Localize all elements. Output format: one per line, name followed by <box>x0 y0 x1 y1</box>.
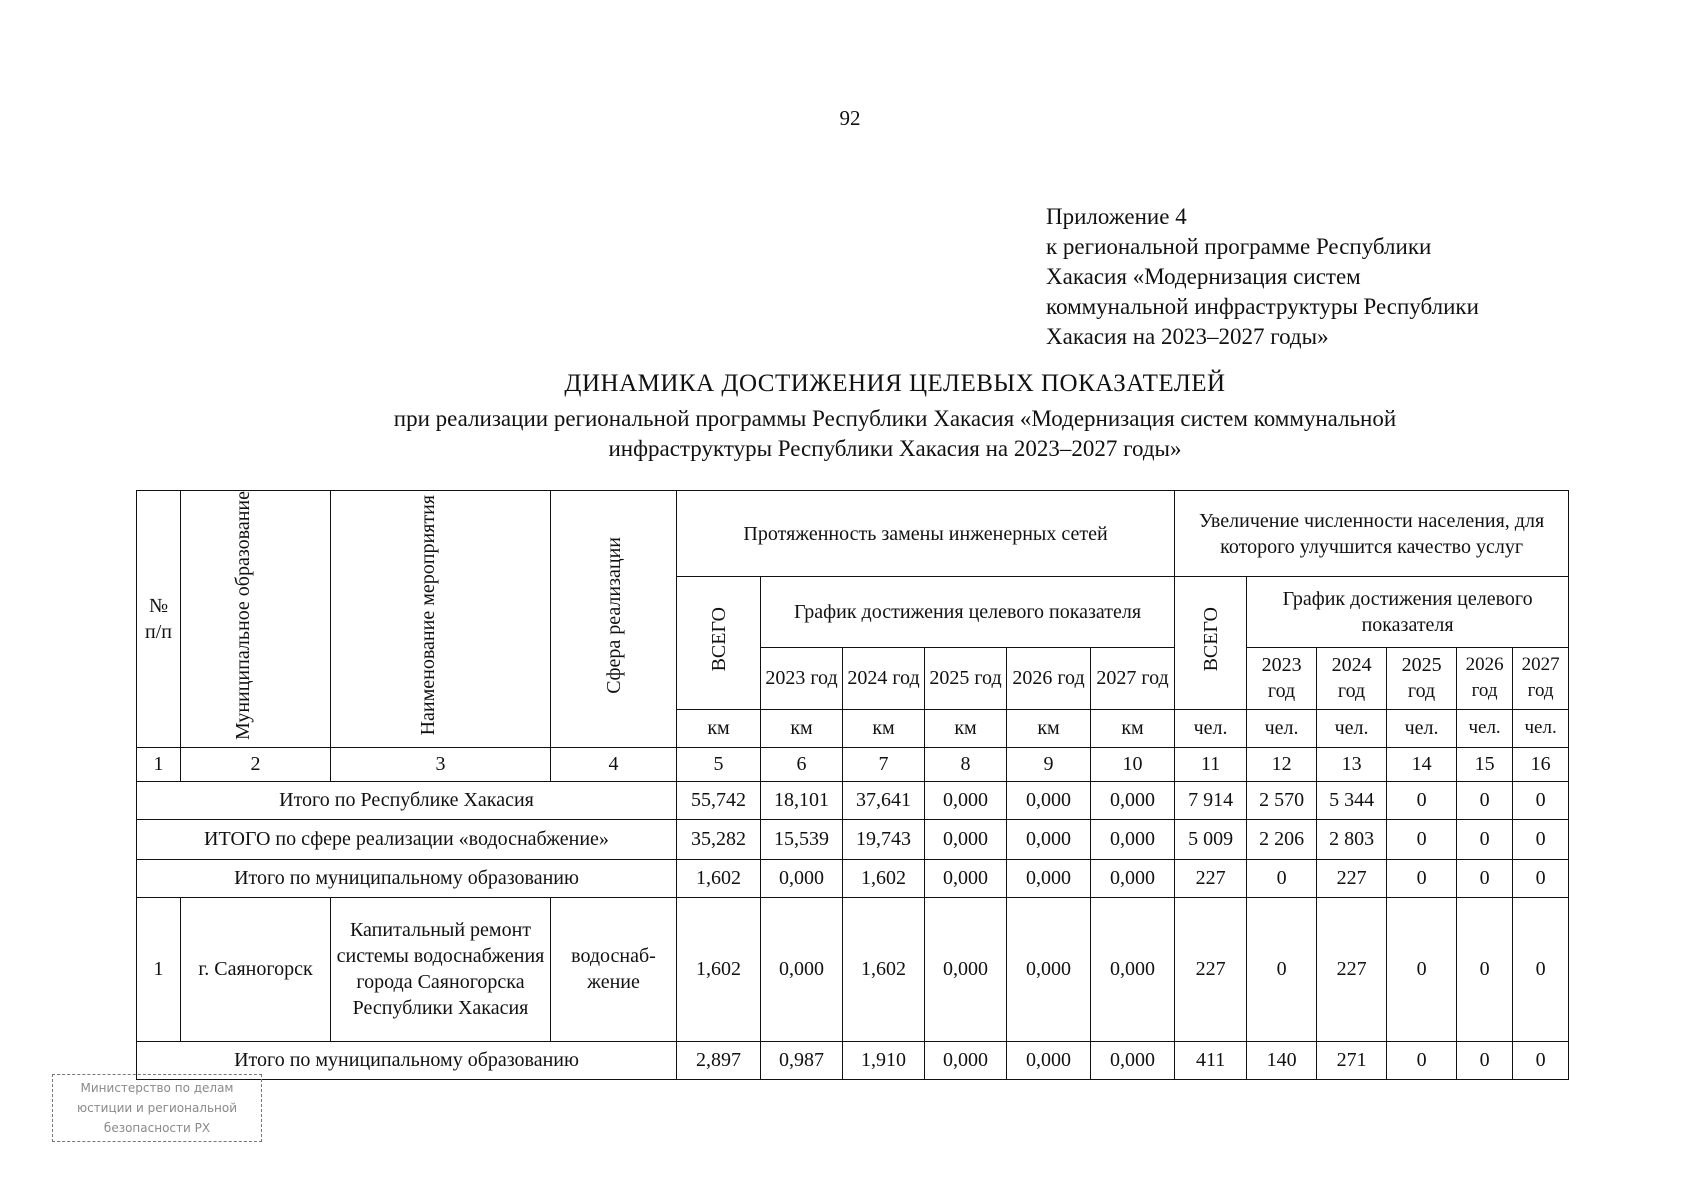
value-cell: 0 <box>1387 819 1457 859</box>
header-year: 2023 год <box>1247 647 1317 709</box>
value-cell: 1,910 <box>843 1041 925 1079</box>
stamp-line: Министерство по делам <box>80 1081 234 1095</box>
value-cell: 0,000 <box>1091 781 1175 819</box>
value-cell: 1,602 <box>843 897 925 1041</box>
detail-measure: Капитальный ремонт системы водоснабжения города Саяногорска Республики Хакасия <box>331 897 551 1041</box>
value-cell: 2,897 <box>677 1041 761 1079</box>
subtitle-line: при реализации региональной программы Республики Хакасия «Модернизация систем коммунальной <box>393 406 1397 431</box>
row-label: Итого по муниципальному образованию <box>137 1041 677 1079</box>
unit-cell: чел. <box>1457 709 1513 747</box>
value-cell: 1,602 <box>677 897 761 1041</box>
value-cell: 0,000 <box>925 819 1007 859</box>
column-number: 9 <box>1007 747 1091 781</box>
summary-row-municipality <box>137 859 1569 897</box>
appendix-note <box>1046 202 1479 352</box>
value-cell: 140 <box>1247 1041 1317 1079</box>
column-number: 15 <box>1457 747 1513 781</box>
value-cell: 0 <box>1387 859 1457 897</box>
header-year: 2027 год <box>1513 647 1569 709</box>
header-year: 2026 год <box>1457 647 1513 709</box>
value-cell: 0,000 <box>1007 1041 1091 1079</box>
ministry-stamp <box>52 1074 262 1142</box>
stamp-line: безопасности РХ <box>103 1121 211 1135</box>
header-num: № п/п <box>137 491 181 748</box>
value-cell: 0,987 <box>761 1041 843 1079</box>
detail-num: 1 <box>137 897 181 1041</box>
header-year: 2025 год <box>925 647 1007 709</box>
value-cell: 0 <box>1513 1041 1569 1079</box>
document-title: ДИНАМИКА ДОСТИЖЕНИЯ ЦЕЛЕВЫХ ПОКАЗАТЕЛЕЙ <box>564 370 1226 397</box>
unit-cell: чел. <box>1387 709 1457 747</box>
stamp-line: юстиции и региональной <box>76 1101 238 1115</box>
column-number: 12 <box>1247 747 1317 781</box>
value-cell: 19,743 <box>843 819 925 859</box>
value-cell: 411 <box>1175 1041 1247 1079</box>
unit-cell: км <box>761 709 843 747</box>
value-cell: 55,742 <box>677 781 761 819</box>
column-number: 13 <box>1317 747 1387 781</box>
value-cell: 0,000 <box>1091 1041 1175 1079</box>
header-measure <box>331 491 551 748</box>
value-cell: 0,000 <box>925 897 1007 1041</box>
header-sphere <box>551 491 677 748</box>
value-cell: 0,000 <box>1007 819 1091 859</box>
column-number: 1 <box>137 747 181 781</box>
value-cell: 0,000 <box>925 1041 1007 1079</box>
summary-row-republic <box>137 781 1569 819</box>
value-cell: 0 <box>1457 819 1513 859</box>
header-measure-text: Наименование мероприятия <box>416 495 439 736</box>
header-population-schedule: График достижения целевого показателя <box>1247 577 1569 648</box>
value-cell: 0,000 <box>1007 897 1091 1041</box>
unit-cell: км <box>1091 709 1175 747</box>
page-number: 92 <box>839 106 861 130</box>
header-year: 2026 год <box>1007 647 1091 709</box>
header-networks-total <box>677 577 761 710</box>
header-population-total-text: ВСЕГО <box>1199 607 1222 672</box>
unit-cell: км <box>843 709 925 747</box>
header-sphere-text: Сфера реализации <box>602 537 625 694</box>
value-cell: 0 <box>1387 781 1457 819</box>
value-cell: 0,000 <box>1091 819 1175 859</box>
appendix-line: коммунальной инфраструктуры Республики <box>1046 294 1479 319</box>
value-cell: 0 <box>1457 859 1513 897</box>
column-number: 6 <box>761 747 843 781</box>
value-cell: 0,000 <box>1091 859 1175 897</box>
value-cell: 271 <box>1317 1041 1387 1079</box>
column-number: 8 <box>925 747 1007 781</box>
unit-cell: чел. <box>1175 709 1247 747</box>
value-cell: 227 <box>1175 897 1247 1041</box>
appendix-line: к региональной программе Республики <box>1046 234 1432 259</box>
column-number: 4 <box>551 747 677 781</box>
unit-cell: чел. <box>1513 709 1569 747</box>
column-number: 5 <box>677 747 761 781</box>
column-number: 7 <box>843 747 925 781</box>
value-cell: 0 <box>1457 781 1513 819</box>
value-cell: 35,282 <box>677 819 761 859</box>
column-number: 2 <box>181 747 331 781</box>
header-networks-total-text: ВСЕГО <box>707 607 730 672</box>
subtitle-line: инфраструктуры Республики Хакасия на 2023–2027 годы» <box>608 436 1182 461</box>
document-subtitle <box>0 404 1698 464</box>
value-cell: 5 344 <box>1317 781 1387 819</box>
header-year: 2024 год <box>1317 647 1387 709</box>
header-year: 2025 год <box>1387 647 1457 709</box>
value-cell: 0 <box>1513 859 1569 897</box>
value-cell: 0 <box>1247 859 1317 897</box>
header-population-total <box>1175 577 1247 710</box>
header-networks-group: Протяженность замены инженерных сетей <box>677 491 1175 577</box>
header-year: 2024 год <box>843 647 925 709</box>
value-cell: 0 <box>1247 897 1317 1041</box>
value-cell: 0 <box>1387 897 1457 1041</box>
final-row-municipality <box>137 1041 1569 1079</box>
value-cell: 37,641 <box>843 781 925 819</box>
header-municipality-text: Муниципальное образование <box>231 491 254 740</box>
value-cell: 2 570 <box>1247 781 1317 819</box>
value-cell: 227 <box>1175 859 1247 897</box>
header-year: 2027 год <box>1091 647 1175 709</box>
value-cell: 0 <box>1513 897 1569 1041</box>
appendix-line: Хакасия на 2023–2027 годы» <box>1046 324 1329 349</box>
unit-cell: чел. <box>1247 709 1317 747</box>
unit-cell: км <box>925 709 1007 747</box>
value-cell: 0,000 <box>1091 897 1175 1041</box>
value-cell: 15,539 <box>761 819 843 859</box>
column-number: 11 <box>1175 747 1247 781</box>
detail-sphere: водоснаб-жение <box>551 897 677 1041</box>
detail-row <box>137 897 1569 1041</box>
row-label: Итого по муниципальному образованию <box>137 859 677 897</box>
column-number: 10 <box>1091 747 1175 781</box>
value-cell: 0,000 <box>925 859 1007 897</box>
value-cell: 2 803 <box>1317 819 1387 859</box>
value-cell: 0,000 <box>925 781 1007 819</box>
summary-row-water-supply <box>137 819 1569 859</box>
value-cell: 0 <box>1387 1041 1457 1079</box>
value-cell: 0,000 <box>761 897 843 1041</box>
unit-cell: чел. <box>1317 709 1387 747</box>
value-cell: 0 <box>1457 1041 1513 1079</box>
header-municipality <box>181 491 331 748</box>
column-number: 3 <box>331 747 551 781</box>
appendix-line: Приложение 4 <box>1046 204 1187 229</box>
column-number: 16 <box>1513 747 1569 781</box>
unit-cell: км <box>677 709 761 747</box>
value-cell: 1,602 <box>843 859 925 897</box>
value-cell: 0 <box>1513 819 1569 859</box>
appendix-line: Хакасия «Модернизация систем <box>1046 264 1361 289</box>
column-number-row <box>137 747 1569 781</box>
value-cell: 2 206 <box>1247 819 1317 859</box>
header-networks-schedule: График достижения целевого показателя <box>761 577 1175 648</box>
value-cell: 227 <box>1317 859 1387 897</box>
value-cell: 0,000 <box>1007 781 1091 819</box>
value-cell: 227 <box>1317 897 1387 1041</box>
value-cell: 18,101 <box>761 781 843 819</box>
row-label: ИТОГО по сфере реализации «водоснабжение» <box>137 819 677 859</box>
value-cell: 7 914 <box>1175 781 1247 819</box>
value-cell: 1,602 <box>677 859 761 897</box>
header-year: 2023 год <box>761 647 843 709</box>
value-cell: 0 <box>1513 781 1569 819</box>
value-cell: 0 <box>1457 897 1513 1041</box>
unit-cell: км <box>1007 709 1091 747</box>
value-cell: 0,000 <box>761 859 843 897</box>
indicators-table <box>136 490 1569 1080</box>
value-cell: 5 009 <box>1175 819 1247 859</box>
value-cell: 0,000 <box>1007 859 1091 897</box>
row-label: Итого по Республике Хакасия <box>137 781 677 819</box>
detail-municipality: г. Саяногорск <box>181 897 331 1041</box>
header-population-group: Увеличение численности населения, для которого улучшится качество услуг <box>1175 491 1569 577</box>
column-number: 14 <box>1387 747 1457 781</box>
